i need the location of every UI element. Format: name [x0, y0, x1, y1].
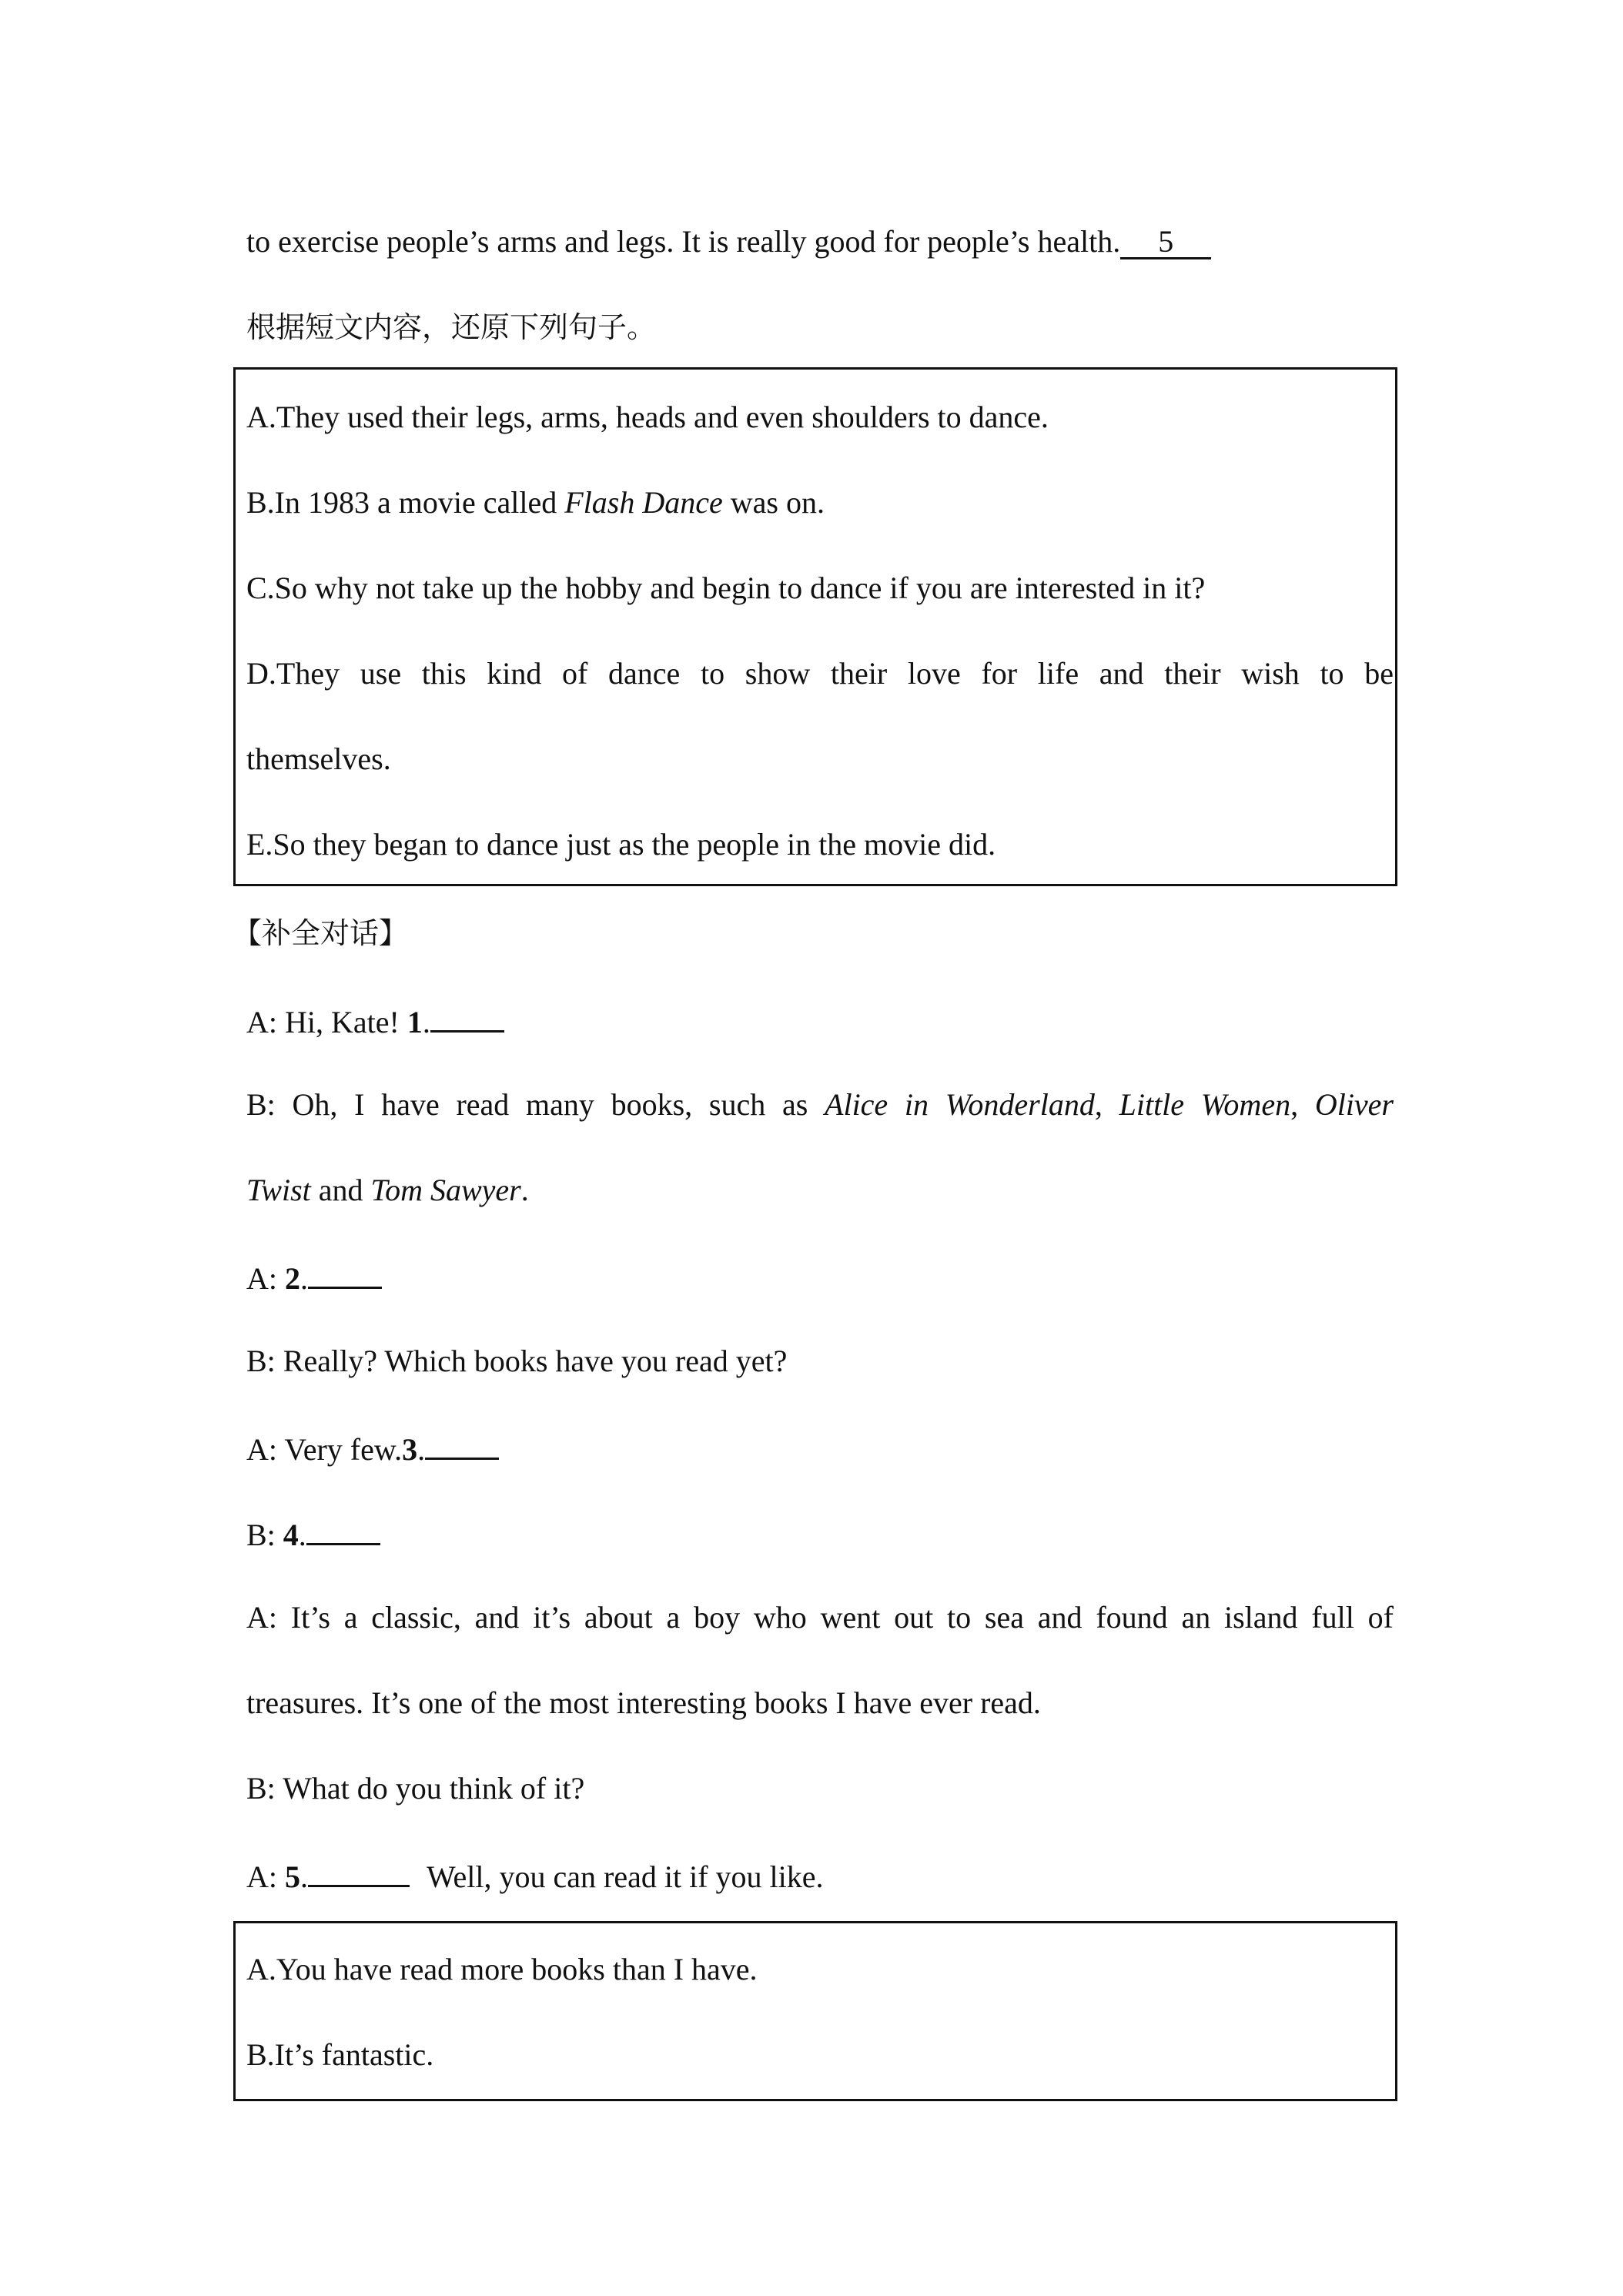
option-d-line-1: D.They use this kind of dance to show their love for life and their wish to be: [246, 656, 1394, 691]
dialogue-line-6-text: A: Very few.: [246, 1432, 403, 1467]
dialogue-blank-3: [425, 1428, 499, 1460]
book-title-alice: Alice in Wonderland: [825, 1087, 1095, 1122]
dialogue-blank-number-2: 2: [285, 1261, 300, 1296]
dialogue-line-8: A: It’s a classic, and it’s about a boy who went out to sea and found an island full of: [246, 1600, 1394, 1635]
option-a: A.They used their legs, arms, heads and even shoulders to dance.: [246, 400, 1049, 434]
dialogue-line-11-suffix: Well, you can read it if you like.: [427, 1859, 824, 1894]
dialogue-line-9: treasures. It’s one of the most interesting books I have ever read.: [246, 1685, 1041, 1720]
dialogue-line-1: [246, 1001, 1394, 1041]
dialogue-line-4-text: A:: [246, 1261, 285, 1296]
dialogue-line-5: B: Really? Which books have you read yet?: [246, 1344, 788, 1378]
option-d-line-2: themselves.: [246, 741, 391, 776]
book-title-tom-sawyer: Tom Sawyer: [370, 1173, 521, 1207]
dialogue-line-4: [246, 1257, 1394, 1297]
dialogue-line-1-dot: .: [422, 1005, 430, 1039]
option-2-b: B.It’s fantastic.: [246, 2037, 434, 2072]
dialogue-line-7-text: B:: [246, 1518, 283, 1552]
dialogue-blank-number-4: 4: [283, 1518, 299, 1552]
dialogue-line-2-sep-2: ,: [1290, 1087, 1315, 1122]
option-e: E.So they began to dance just as the people in the movie did.: [246, 827, 996, 862]
dialogue-blank-4: [306, 1514, 380, 1545]
option-c: C.So why not take up the hobby and begin to dance if you are interested in it?: [246, 571, 1206, 605]
dialogue-blank-1: [430, 1001, 504, 1033]
dialogue-line-3-and: and: [310, 1173, 371, 1207]
options-box-1: [233, 367, 1397, 886]
dialogue-blank-2: [308, 1257, 382, 1289]
dialogue-line-1-text: A: Hi, Kate!: [246, 1005, 407, 1039]
option-b-title: Flash Dance: [564, 485, 723, 520]
dialogue-line-2-text: B: Oh, I have read many books, such as: [246, 1087, 825, 1122]
option-2-a: A.You have read more books than I have.: [246, 1952, 758, 1986]
dialogue-line-3: [246, 1172, 1394, 1209]
book-title-oliver-part-2: Twist: [246, 1173, 311, 1207]
answer-blank-5: 5: [1120, 226, 1211, 259]
dialogue-line-11: [246, 1856, 1394, 1896]
dialogue-blank-5: [308, 1856, 410, 1887]
book-title-oliver-part-1: Oliver: [1314, 1087, 1394, 1122]
options-box-2: [233, 1921, 1397, 2101]
passage-tail-line: [246, 223, 1394, 260]
option-b: [246, 484, 1394, 521]
dialogue-blank-number-1: 1: [407, 1005, 423, 1039]
instruction-text: 根据短文内容，还原下列句子。: [246, 310, 657, 344]
dialogue-line-7: [246, 1514, 1394, 1554]
dialogue-line-3-end: .: [520, 1173, 529, 1207]
dialogue-line-2: [246, 1086, 1394, 1123]
dialogue-line-11-text: A:: [246, 1859, 285, 1894]
dialogue-line-10: B: What do you think of it?: [246, 1771, 585, 1806]
dialogue-line-6: [246, 1428, 1394, 1468]
dialogue-line-2-sep-1: ,: [1094, 1087, 1119, 1122]
book-title-little-women: Little Women: [1119, 1087, 1291, 1122]
dialogue-blank-number-3: 3: [402, 1432, 418, 1467]
dialogue-blank-number-5: 5: [285, 1859, 300, 1894]
dialogue-line-11-dot: .: [300, 1859, 308, 1894]
option-b-prefix: B.In 1983 a movie called: [246, 485, 565, 520]
section-title: 【补全对话】: [233, 916, 409, 950]
dialogue-line-7-dot: .: [298, 1518, 306, 1552]
dialogue-line-6-dot: .: [417, 1432, 426, 1467]
option-b-suffix: was on.: [722, 485, 825, 520]
dialogue-line-4-dot: .: [300, 1261, 308, 1296]
passage-tail-text: to exercise people’s arms and legs. It is really good for people’s health.: [246, 224, 1121, 259]
